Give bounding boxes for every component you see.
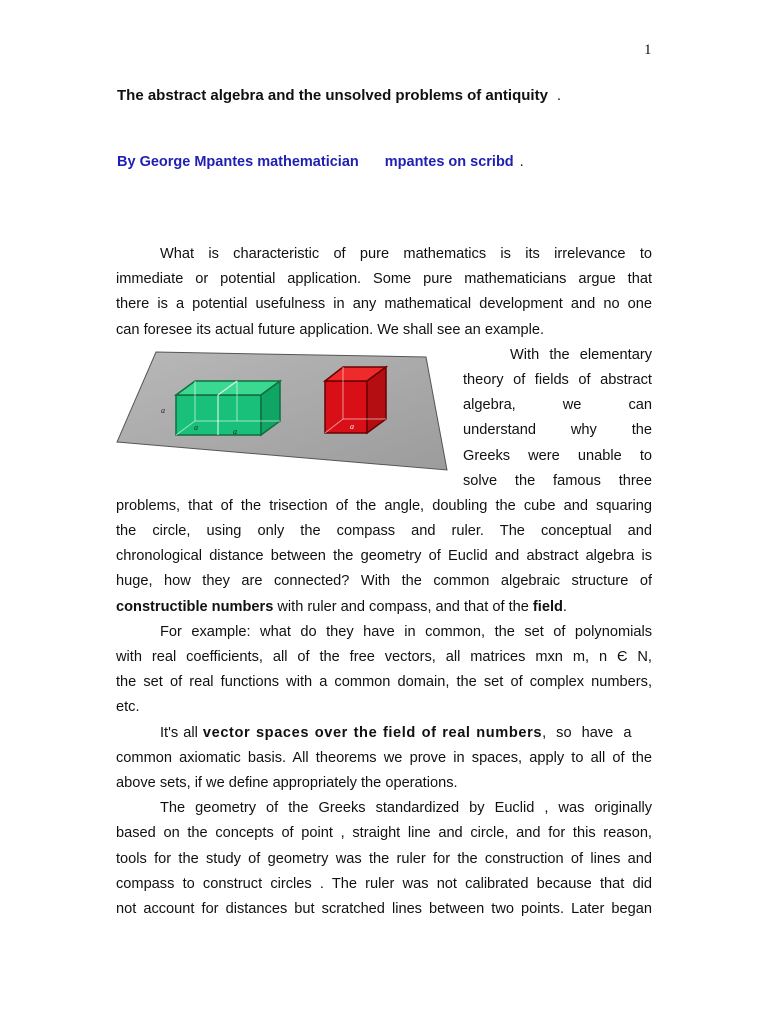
text-line: problems, that of the trisection of the angle, doubling the cube and squaring [116, 497, 652, 514]
document-title [117, 87, 561, 104]
page-number: 1 [644, 42, 652, 58]
text-line: the set of real functions with a common domain, the set of complex numbers, [116, 674, 652, 691]
scribd-handle: mpantes on scribd [384, 154, 514, 170]
text-line: tools for the study of geometry was the ruler for the construction of lines and [116, 850, 652, 867]
body-paragraph-1 [116, 242, 652, 922]
edge-label-green-1: a [194, 423, 198, 432]
text-line: with real coefficients, all of the free vectors, all matrices mxn m, n Є N, [116, 649, 652, 665]
edge-label-left: a [161, 406, 165, 415]
text-line: etc. [116, 699, 140, 716]
text-line: With the elementary [510, 346, 652, 363]
text-line: solve the famous three [463, 472, 652, 489]
text-span: with ruler and compass, and that of the [273, 598, 533, 615]
text-span: It's all [160, 724, 203, 741]
text-line [116, 595, 652, 620]
text-line: algebra, we can [463, 397, 652, 414]
title-dot: . [556, 87, 562, 104]
text-line: compass to construct circles . The ruler was not calibrated because that did [116, 875, 652, 892]
bold-term: vector spaces over the field of real numbers [202, 724, 543, 741]
text-line: can foresee its actual future application. We shall see an example. [116, 321, 545, 338]
text-line [116, 721, 652, 746]
edge-label-red: a [350, 422, 354, 431]
text-line: theory of fields of abstract [463, 371, 652, 388]
title-text: The abstract algebra and the unsolved problems of antiquity [117, 87, 548, 104]
bold-term: constructible numbers [116, 598, 274, 615]
text-span: . [562, 598, 567, 615]
text-line: For example: what do they have in common, the set of polynomials [160, 623, 652, 640]
author-name: By George Mpantes mathematician [117, 154, 359, 170]
edge-label-green-2: a [233, 427, 237, 436]
text-line: based on the concepts of point , straight line and circle, and for this reason, [116, 825, 652, 842]
text-line: above sets, if we define appropriately the operations. [116, 774, 458, 791]
text-line: understand why the [463, 422, 652, 439]
text-line: common axiomatic basis. All theorems we prove in spaces, apply to all of the [116, 749, 652, 766]
text-line: not account for distances but scratched lines between two points. Later began [116, 900, 652, 917]
text-line: The geometry of the Greeks standardized by Euclid , was originally [160, 800, 652, 817]
text-span: , so have a [542, 724, 632, 741]
text-line: chronological distance between the geometry of Euclid and abstract algebra is [116, 548, 652, 565]
text-line: Greeks were unable to [463, 447, 652, 464]
bold-term: field [532, 598, 563, 615]
text-line: immediate or potential application. Some pure mathematicians argue that [116, 271, 652, 288]
text-line: the circle, using only the compass and ruler. The conceptual and [116, 523, 652, 540]
author-byline [117, 154, 524, 170]
byline-dot: . [519, 154, 524, 170]
text-line: What is characteristic of pure mathematics is its irrelevance to [160, 246, 652, 262]
text-line: huge, how they are connected? With the common algebraic structure of [116, 573, 652, 590]
text-line: there is a potential usefulness in any mathematical development and no one [116, 296, 652, 313]
